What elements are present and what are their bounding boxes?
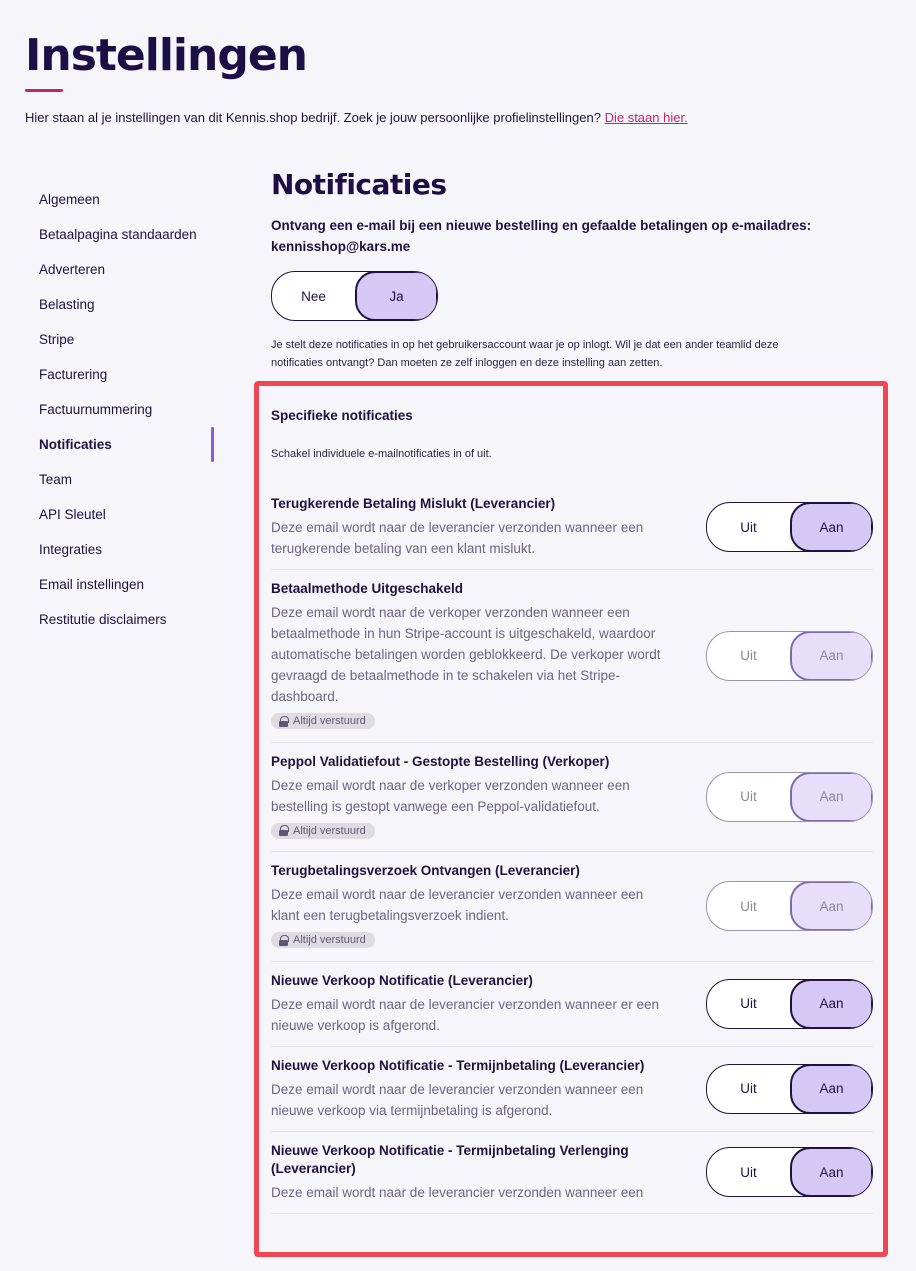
sidebar-active-indicator [211, 427, 214, 462]
notification-text [271, 580, 671, 732]
notification-description: Deze email wordt naar de leverancier verzonden wanneer er een nieuwe verkoop is afgerond. [271, 996, 659, 1033]
toggle-ja-option[interactable]: Ja [355, 271, 438, 321]
notification-row [271, 485, 873, 570]
sidebar-item-factuurnummering[interactable]: Factuurnummering [39, 402, 153, 417]
toggle-uit-option: Uit [740, 898, 757, 914]
notification-toggle [706, 502, 873, 552]
notification-description: Deze email wordt naar de leverancier verzonden wanneer een klant een terugbetalingsverzoek indient. [271, 887, 644, 923]
notification-text [271, 972, 671, 1036]
sidebar-item-team[interactable]: Team [39, 472, 73, 487]
toggle-aan-option[interactable]: Aan [790, 502, 873, 552]
sidebar-item-email-instellingen[interactable]: Email instellingen [39, 577, 145, 592]
toggle-uit-option[interactable]: Uit [740, 996, 757, 1011]
toggle-aan-option: Aan [790, 631, 873, 681]
toggle-aan-option: Aan [790, 772, 873, 822]
notification-row [271, 962, 873, 1047]
notification-title: Nieuwe Verkoop Notificatie (Leverancier) [271, 972, 533, 988]
intro-sentence: Hier staan al je instellingen van dit Kennis.shop bedrijf. Zoek je jouw persoonlijke profielinstellingen? [25, 110, 601, 125]
notification-row [271, 852, 873, 962]
notification-row [271, 1047, 873, 1132]
toggle-nee-option[interactable]: Nee [301, 288, 326, 304]
notification-text [271, 495, 671, 559]
section-title: Notificaties [271, 168, 447, 201]
toggle-uit-option[interactable]: Uit [740, 1164, 757, 1180]
sidebar-item-stripe[interactable]: Stripe [39, 332, 75, 347]
notification-text [271, 753, 671, 842]
notification-description: Deze email wordt naar de leverancier verzonden wanneer een nieuwe verkoop via termijnbetaling is afgerond. [271, 1081, 644, 1118]
always-sent-badge [271, 713, 375, 729]
title-underline [25, 89, 63, 92]
notification-toggle [706, 979, 873, 1029]
notification-row [271, 1132, 873, 1214]
toggle-uit-option: Uit [740, 648, 757, 664]
notification-text [271, 1057, 671, 1121]
toggle-aan-option[interactable]: Aan [790, 1147, 873, 1197]
lock-icon [279, 716, 288, 727]
sidebar-item-algemeen[interactable]: Algemeen [39, 192, 100, 207]
sidebar-item-adverteren[interactable]: Adverteren [39, 262, 106, 277]
notification-toggle [706, 1064, 873, 1114]
always-sent-badge [271, 823, 375, 839]
notification-text [271, 1142, 671, 1203]
sidebar-item-notificaties[interactable]: Notificaties [39, 437, 112, 452]
badge-label: Altijd verstuurd [293, 824, 366, 837]
email-lead-text: Ontvang een e-mail bij een nieuwe bestelling en gefaalde betalingen op e-mailadres: [271, 218, 812, 233]
notification-title: Betaalmethode Uitgeschakeld [271, 581, 464, 596]
sidebar-item-facturering[interactable]: Facturering [39, 367, 108, 382]
sidebar-item-restitutie[interactable]: Restitutie disclaimers [39, 612, 167, 627]
notification-hint: Je stelt deze notificaties in op het gebruikersaccount waar je op inlogt. Wil je dat een ander teamlid deze notificaties ontvangt? Dan moeten ze zelf inloggen en deze instelling aan zetten. [271, 339, 779, 369]
badge-label: Altijd verstuurd [293, 934, 366, 946]
notification-title: Terugbetalingsverzoek Ontvangen (Leverancier) [271, 863, 580, 878]
always-sent-badge [271, 932, 375, 948]
notification-title: Nieuwe Verkoop Notificatie - Termijnbetaling (Leverancier) [271, 1057, 645, 1073]
page-title: Instellingen [25, 30, 307, 81]
sidebar-item-belasting[interactable]: Belasting [39, 297, 95, 312]
email-notification-toggle [271, 271, 438, 321]
specific-notifications-subtitle: Schakel individuele e-mailnotificaties in of uit. [271, 448, 492, 460]
toggle-uit-option[interactable]: Uit [740, 1081, 757, 1096]
notification-title: Peppol Validatiefout - Gestopte Bestelling (Verkoper) [271, 753, 610, 769]
notification-toggle [706, 1147, 873, 1197]
email-address: kennisshop@kars.me [271, 239, 411, 254]
lock-icon [279, 825, 288, 836]
profile-settings-link[interactable]: Die staan hier. [604, 110, 688, 125]
notification-text [271, 862, 671, 951]
notification-row [271, 570, 873, 743]
notification-description: Deze email wordt naar de verkoper verzonden wanneer een bestelling is gestopt vanwege een Peppol-validatiefout. [271, 777, 630, 814]
notification-title: Nieuwe Verkoop Notificatie - Termijnbetaling Verlenging (Leverancier) [271, 1142, 629, 1176]
toggle-aan-option[interactable]: Aan [790, 1064, 873, 1114]
toggle-uit-option[interactable]: Uit [740, 519, 757, 535]
notification-toggle [706, 772, 873, 822]
sidebar-item-betaalpagina[interactable]: Betaalpagina standaarden [39, 227, 197, 242]
toggle-aan-option: Aan [790, 881, 873, 931]
notification-toggle [706, 881, 873, 931]
badge-label: Altijd verstuurd [293, 715, 366, 727]
email-lead [271, 215, 881, 257]
notification-list [271, 485, 873, 1214]
lock-icon [279, 935, 288, 946]
settings-sidebar [39, 188, 219, 643]
notification-description: Deze email wordt naar de leverancier verzonden wanneer een terugkerende betaling van een klant mislukt. [271, 520, 644, 556]
intro-text [25, 110, 688, 125]
notification-description: Deze email wordt naar de verkoper verzonden wanneer een betaalmethode in hun Stripe-account is uitgeschakeld, waardoor automatische betalingen worden geblokkeerd. De verkoper wordt gevraagd de betaalmethode in te schakelen via het Stripe-dashboard. [271, 605, 661, 704]
sidebar-item-api-sleutel[interactable]: API Sleutel [39, 507, 106, 522]
toggle-uit-option: Uit [740, 789, 757, 805]
toggle-aan-option[interactable]: Aan [790, 979, 873, 1029]
sidebar-item-integraties[interactable]: Integraties [39, 542, 103, 557]
notification-row [271, 743, 873, 853]
notifications-section [271, 168, 881, 372]
notification-title: Terugkerende Betaling Mislukt (Leverancier) [271, 496, 556, 511]
notification-toggle [706, 631, 873, 681]
notification-description: Deze email wordt naar de leverancier verzonden wanneer een [271, 1184, 644, 1200]
specific-notifications-panel [254, 381, 888, 1257]
specific-notifications-title: Specifieke notificaties [271, 408, 413, 423]
